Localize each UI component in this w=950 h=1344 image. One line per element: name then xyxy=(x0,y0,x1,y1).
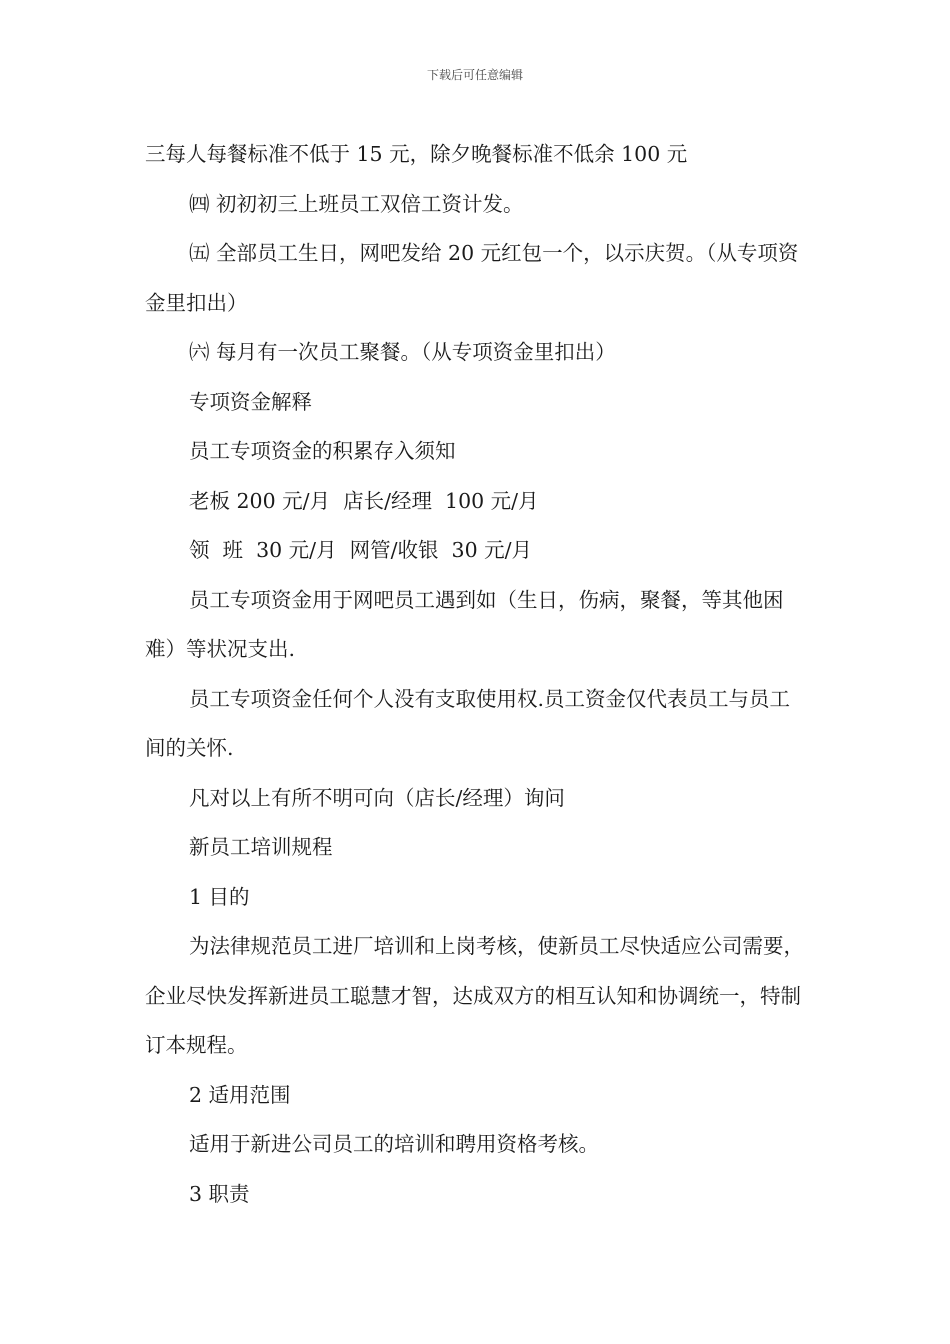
paragraph-fund-leader: 领 班 30 元/月 网管/收银 30 元/月 xyxy=(189,538,533,562)
paragraph-scope: 适用于新进公司员工的培训和聘用资格考核。 xyxy=(189,1132,599,1156)
document-body xyxy=(145,130,810,1219)
paragraph-fund-heading: 专项资金解释 xyxy=(189,389,312,414)
section-title-training: 新员工培训规程 xyxy=(189,835,333,859)
paragraph-fund-usage: 员工专项资金用于网吧员工遇到如（生日，伤病，聚餐，等其他困难）等状况支出. xyxy=(145,587,784,661)
section-duties-heading: 3 职责 xyxy=(189,1181,250,1206)
paragraph-birthday-bonus: ㈤ 全部员工生日，网吧发给 20 元红包一个，以示庆贺。（从专项资金里扣出） xyxy=(145,241,799,315)
paragraph-monthly-dinner: ㈥ 每月有一次员工聚餐。（从专项资金里扣出） xyxy=(189,340,616,364)
section-scope-heading: 2 适用范围 xyxy=(189,1082,291,1107)
page-header: 下载后可任意编辑 xyxy=(426,68,523,82)
paragraph-double-pay: ㈣ 初初初三上班员工双倍工资计发。 xyxy=(189,191,524,216)
paragraph-fund-boss: 老板 200 元/月 店长/经理 100 元/月 xyxy=(189,488,539,513)
paragraph-fund-notice: 员工专项资金的积累存入须知 xyxy=(189,439,456,463)
paragraph-fund-rights: 员工专项资金任何个人没有支取使用权.员工资金仅代表员工与员工间的关怀. xyxy=(145,686,791,760)
paragraph-purpose: 为法律规范员工进厂培训和上岗考核，使新员工尽快适应公司需要，企业尽快发挥新进员工聪慧才智，达成双方的相互认知和协调统一，特制订本规程。 xyxy=(145,934,804,1057)
section-purpose-heading: 1 目的 xyxy=(189,884,250,909)
paragraph-inquiry: 凡对以上有所不明可向（店长/经理）询问 xyxy=(189,785,565,810)
paragraph-meal-standard: 三每人每餐标准不低于 15 元，除夕晚餐标准不低余 100 元 xyxy=(145,142,688,166)
